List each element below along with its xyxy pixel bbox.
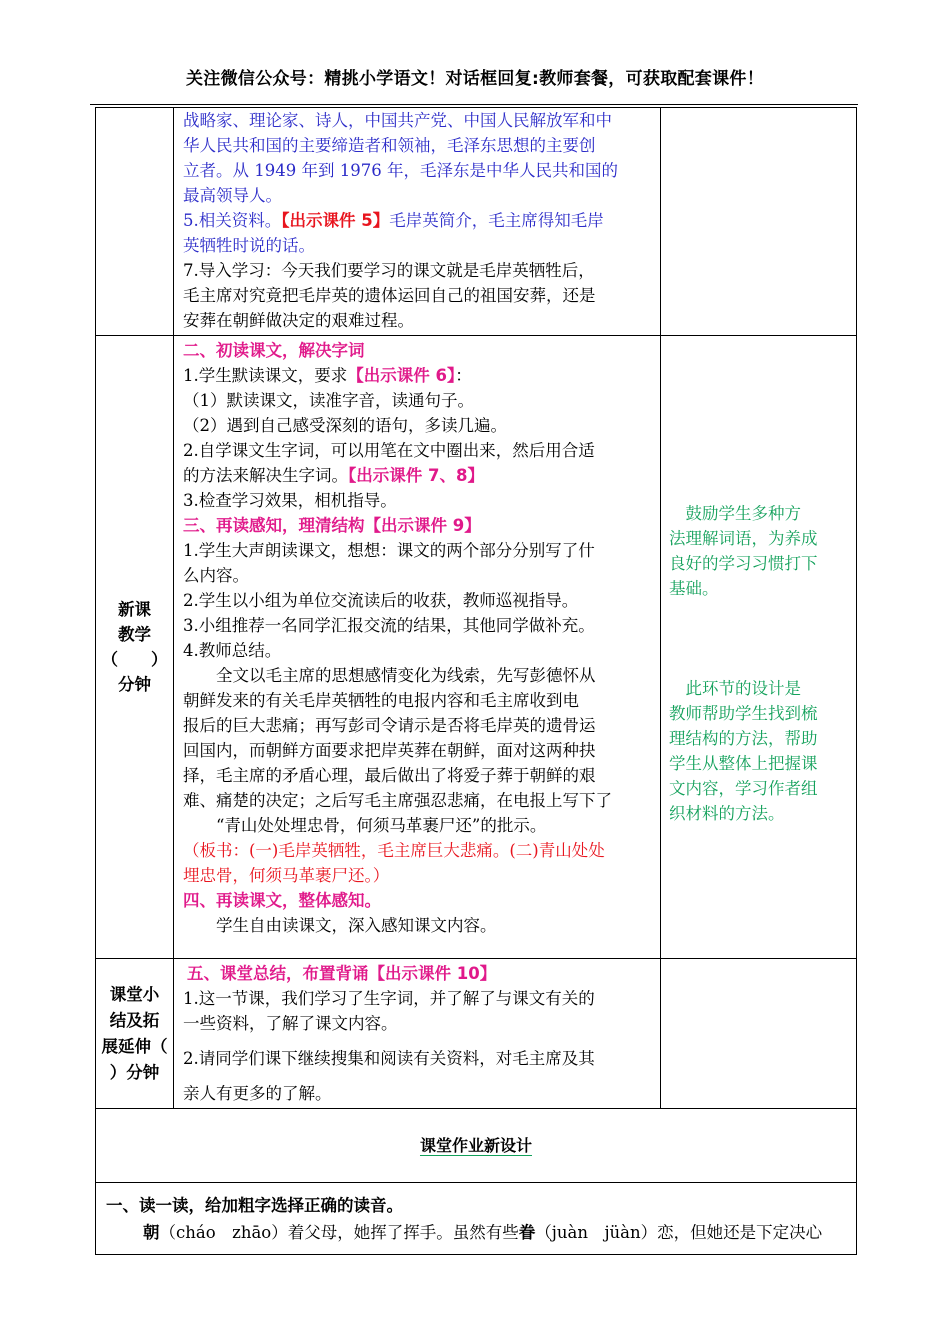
notes-cell	[661, 108, 857, 336]
note-line: 文内容，学习作者组	[669, 779, 818, 798]
text-line: （2）遇到自己感受深刻的语句，多读几遍。	[183, 416, 507, 435]
table-row	[96, 1109, 857, 1183]
section-heading: 二、初读课文，解决字词	[183, 341, 365, 360]
text-line: 3.小组推荐一名同学汇报交流的结果，其他同学做补充。	[183, 616, 595, 635]
text-line: 难、痛楚的决定；之后写毛主席强忍悲痛，在电报上写下了	[183, 791, 612, 810]
note-line: 鼓励学生多种方	[669, 504, 801, 523]
text-line: 2.自学课文生字词，可以用笔在文中圈出来，然后用合适	[183, 441, 595, 460]
text-line: 立者。从 1949 年到 1976 年，毛泽东是中华人民共和国的	[183, 161, 618, 180]
text-line: 2.请同学们课下继续搜集和阅读有关资料，对毛主席及其	[183, 1049, 595, 1068]
note-line: 学生从整体上把握课	[669, 754, 818, 773]
table-row	[96, 336, 857, 959]
section-heading: 五、课堂总结，布置背诵【出示课件 10】	[187, 964, 497, 983]
text-line: 1.学生大声朗读课文，想想：课文的两个部分分别写了什	[183, 541, 595, 560]
homework-title: 课堂作业新设计	[419, 1136, 532, 1155]
table-row	[96, 959, 857, 1109]
item-text: 5.相关资料。	[183, 211, 282, 230]
courseware-tag: 【出示课件 7、8】	[348, 466, 484, 485]
content-cell	[174, 108, 661, 336]
board-note: （板书：(一)毛岸英牺牲，毛主席巨大悲痛。(二)青山处处	[183, 841, 605, 860]
homework-title-cell	[96, 1109, 857, 1183]
row-label	[96, 959, 174, 1109]
text-line	[183, 463, 660, 488]
row-label-line: 课堂小	[109, 984, 160, 1004]
note-line: 基础。	[669, 579, 719, 598]
text-line: 毛主席对究竟把毛岸英的遗体运回自己的祖国安葬，还是	[183, 286, 596, 305]
text-line: 1.这一节课，我们学习了生字词，并了解了与课文有关的	[183, 989, 595, 1008]
row-label-line: 展延伸（	[101, 1036, 168, 1056]
text-line: 朝鲜发来的有关毛岸英牺牲的电报内容和毛主席收到电	[183, 691, 579, 710]
content-cell	[174, 336, 661, 959]
text-line: 学生自由读课文，深入感知课文内容。	[216, 916, 497, 935]
row-label-line: 教学	[118, 625, 151, 644]
text-line: 择，毛主席的矛盾心理，最后做出了将爱子葬于朝鲜的艰	[183, 766, 596, 785]
text-line: 7.导入学习：今天我们要学习的课文就是毛岸英牺牲后，	[183, 261, 595, 280]
bold-character: 眷	[518, 1223, 536, 1242]
row-label-line: 结及拓	[109, 1010, 160, 1030]
question-text: 着父母，她挥了挥手。虽然有些	[287, 1223, 519, 1242]
pinyin-options: （juàn jüàn）	[535, 1223, 658, 1242]
text-line	[183, 208, 660, 233]
text-line: 2.学生以小组为单位交流读后的收获，教师巡视指导。	[183, 591, 579, 610]
board-note: 埋忠骨，何须马革裹尸还。）	[183, 866, 390, 885]
section-heading: 四、再读课文，整体感知。	[183, 891, 381, 910]
question-heading: 一、读一读，给加粗字选择正确的读音。	[106, 1196, 403, 1215]
text-line: 报后的巨大悲痛；再写彭司令请示是否将毛岸英的遗骨运	[183, 716, 596, 735]
question-line	[106, 1220, 856, 1245]
content-cell	[174, 959, 661, 1109]
row-label-empty	[96, 108, 174, 336]
courseware-tag: 【出示课件 6】	[347, 366, 456, 385]
notes-cell	[661, 959, 857, 1109]
pinyin-options: （cháo zhāo）	[159, 1223, 288, 1242]
text-line: 英牺牲时说的话。	[183, 236, 315, 255]
text-line: 全文以毛主席的思想感情变化为线索，先写彭德怀从	[216, 666, 596, 685]
row-label-line: 分钟	[118, 675, 151, 694]
section-heading: 三、再读感知，理清结构【出示课件 9】	[183, 516, 481, 535]
page-header: 关注微信公众号：精挑小学语文！对话框回复:教师套餐，可获取配套课件！	[186, 69, 764, 89]
text-line	[183, 363, 660, 388]
item-text: 毛岸英简介，毛主席得知毛岸	[389, 211, 604, 230]
note-line: 此环节的设计是	[669, 679, 801, 698]
text-line: 最高领导人。	[183, 186, 282, 205]
text-line: 3.检查学习效果，相机指导。	[183, 491, 397, 510]
note-line: 教师帮助学生找到梳	[669, 704, 818, 723]
row-label-line: 新课	[118, 600, 151, 619]
item-text: 1.学生默读课文，要求	[183, 366, 348, 385]
row-label-line: ）分钟	[109, 1062, 160, 1082]
question-text: 恋，但她还是下定决心	[657, 1223, 823, 1242]
table-row	[96, 108, 857, 336]
lesson-plan-table	[95, 107, 857, 1255]
note-line: 理结构的方法，帮助	[669, 729, 818, 748]
text-line: 安葬在朝鲜做决定的艰难过程。	[183, 311, 414, 330]
row-label-line: （ ）	[101, 650, 168, 669]
text-line: 华人民共和国的主要缔造者和领袖，毛泽东思想的主要创	[183, 136, 596, 155]
bold-character: 朝	[143, 1223, 160, 1242]
item-text: ：	[455, 366, 472, 385]
text-line: 一些资料，了解了课文内容。	[183, 1014, 398, 1033]
text-line: 战略家、理论家、诗人，中国共产党、中国人民解放军和中	[183, 111, 612, 130]
text-line: 4.教师总结。	[183, 641, 282, 660]
text-line: 么内容。	[183, 566, 249, 585]
table-row	[96, 1183, 857, 1255]
courseware-tag: 【出示课件 5】	[281, 211, 390, 230]
note-line: 织材料的方法。	[669, 804, 785, 823]
notes-cell	[661, 336, 857, 959]
note-line: 良好的学习习惯打下	[669, 554, 818, 573]
note-line: 法理解词语，为养成	[669, 529, 818, 548]
text-line: 回国内，而朝鲜方面要求把岸英葬在朝鲜，面对这两种抉	[183, 741, 596, 760]
homework-question-cell	[96, 1183, 857, 1255]
text-line: 亲人有更多的了解。	[183, 1084, 332, 1103]
item-text: 的方法来解决生字词。	[183, 466, 348, 485]
row-label	[96, 336, 174, 959]
text-line: “青山处处埋忠骨，何须马革裹尸还”的批示。	[216, 816, 547, 835]
header-divider	[90, 104, 858, 105]
text-line: （1）默读课文，读准字音，读通句子。	[183, 391, 474, 410]
